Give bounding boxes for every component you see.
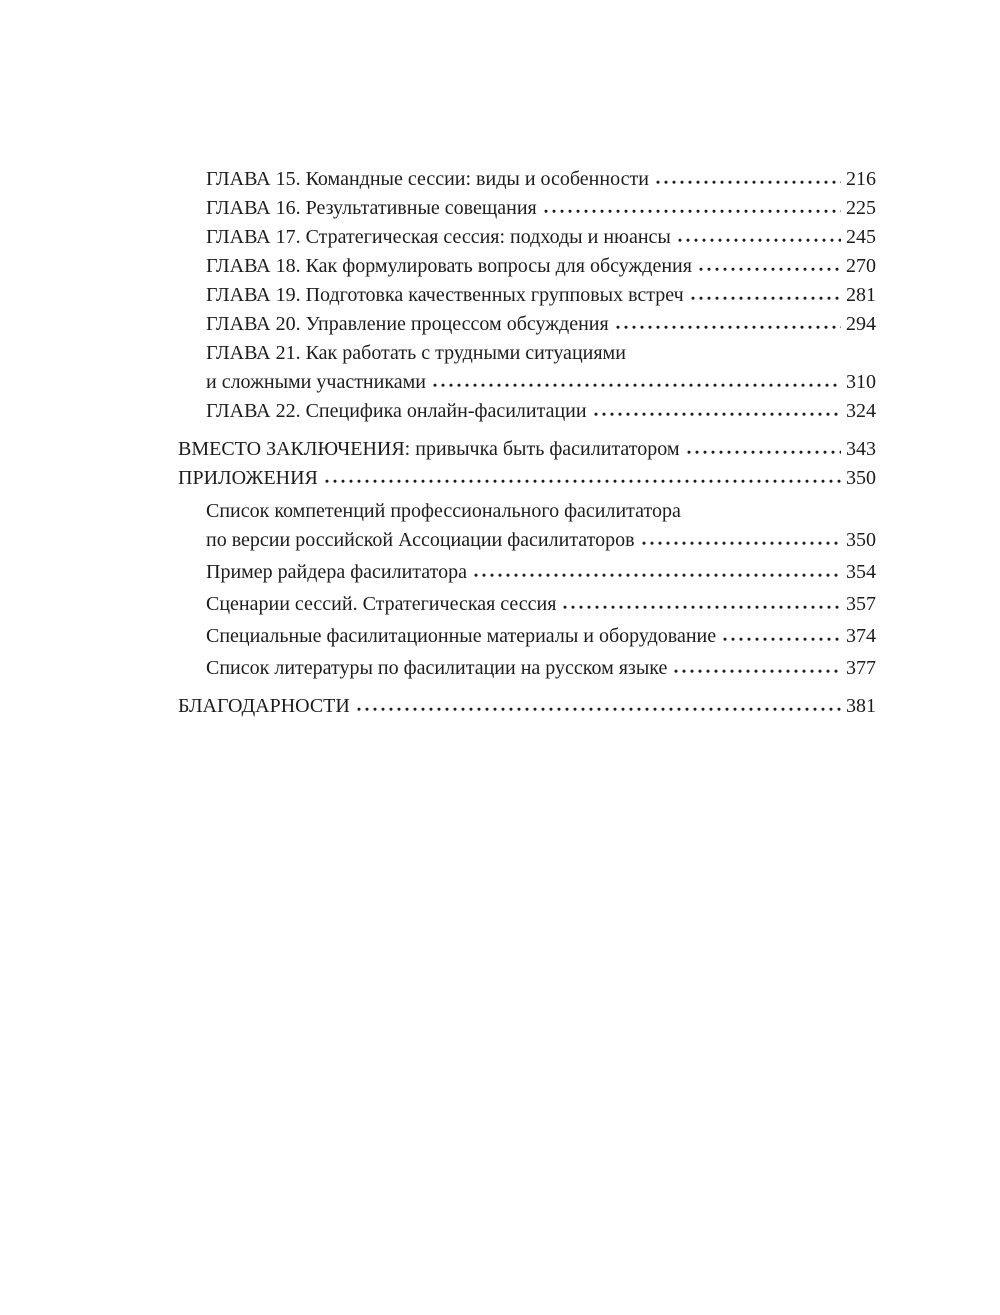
toc-entry-label: Пример райдера фасилитатора	[206, 561, 467, 583]
toc-entry-chapter-15	[178, 165, 876, 194]
toc-entry-label: Список литературы по фасилитации на русском языке	[206, 657, 668, 679]
toc-entry-label: БЛАГОДАРНОСТИ	[178, 695, 350, 717]
toc-entry-chapter-18	[178, 252, 876, 281]
toc-entry-label: по версии российской Ассоциации фасилитаторов	[206, 529, 635, 551]
page-number: 216	[846, 168, 876, 190]
dot-leader	[594, 412, 841, 417]
toc-entry-label: и сложными участниками	[206, 371, 426, 393]
toc-entry-label: Сценарии сессий. Стратегическая сессия	[206, 593, 557, 615]
page-number: 245	[846, 226, 876, 248]
toc-entry-chapter-19	[178, 281, 876, 310]
page-number: 294	[846, 313, 876, 335]
toc-entry-chapter-21-line-1	[178, 339, 876, 368]
page-number: 310	[846, 371, 876, 393]
dot-leader	[699, 267, 841, 272]
dot-leader	[544, 209, 841, 214]
dot-leader	[357, 707, 841, 712]
toc-entry-appendix-competencies-line-2	[178, 526, 876, 555]
toc-entry-chapter-16	[178, 194, 876, 223]
toc-entry-appendix-bibliography	[178, 654, 876, 683]
toc-entry-label: ГЛАВА 17. Стратегическая сессия: подходы и нюансы	[206, 226, 671, 248]
toc-entry-label: ГЛАВА 15. Командные сессии: виды и особенности	[206, 168, 649, 190]
toc-entry-conclusion	[178, 435, 876, 464]
dot-leader	[678, 238, 841, 243]
toc-entry-acknowledgements	[178, 692, 876, 721]
page-number: 374	[846, 625, 876, 647]
toc-entry-appendices	[178, 464, 876, 493]
toc-entry-label: ГЛАВА 21. Как работать с трудными ситуациями	[206, 342, 626, 364]
toc-entry-chapter-17	[178, 223, 876, 252]
page-number: 381	[846, 695, 876, 717]
dot-leader	[723, 637, 841, 642]
page-number: 225	[846, 197, 876, 219]
toc-entry-label: ГЛАВА 16. Результативные совещания	[206, 197, 537, 219]
dot-leader	[433, 383, 841, 388]
page-number: 357	[846, 593, 876, 615]
toc-entry-label: Список компетенций профессионального фасилитатора	[206, 500, 681, 522]
toc-entry-label: Специальные фасилитационные материалы и оборудование	[206, 625, 717, 647]
toc-entry-chapter-22	[178, 397, 876, 426]
toc-entry-label: ГЛАВА 19. Подготовка качественных групповых встреч	[206, 284, 684, 306]
toc-entry-chapter-21-line-2	[178, 368, 876, 397]
dot-leader	[674, 669, 841, 674]
dot-leader	[656, 180, 841, 185]
page-number: 281	[846, 284, 876, 306]
toc-entry-label: ГЛАВА 22. Специфика онлайн-фасилитации	[206, 400, 587, 422]
toc-entry-label: ПРИЛОЖЕНИЯ	[178, 467, 318, 489]
page-number: 350	[846, 529, 876, 551]
page-number: 350	[846, 467, 876, 489]
dot-leader	[616, 325, 841, 330]
toc-entry-chapter-20	[178, 310, 876, 339]
toc-entry-appendix-competencies-line-1	[178, 497, 876, 526]
page-number: 270	[846, 255, 876, 277]
toc-page	[178, 0, 876, 721]
toc-entry-label: ВМЕСТО ЗАКЛЮЧЕНИЯ: привычка быть фасилитатором	[178, 438, 680, 460]
toc-entry-appendix-rider	[178, 558, 876, 587]
toc-entry-appendix-scenarios	[178, 590, 876, 619]
dot-leader	[687, 450, 841, 455]
page-number: 354	[846, 561, 876, 583]
dot-leader	[325, 479, 841, 484]
page-number: 343	[846, 438, 876, 460]
dot-leader	[563, 605, 841, 610]
toc-entry-label: ГЛАВА 18. Как формулировать вопросы для обсуждения	[206, 255, 692, 277]
page-number: 324	[846, 400, 876, 422]
page-number: 377	[846, 657, 876, 679]
dot-leader	[474, 573, 841, 578]
dot-leader	[691, 296, 841, 301]
toc-entry-appendix-materials	[178, 622, 876, 651]
dot-leader	[642, 541, 841, 546]
table-of-contents	[178, 165, 876, 721]
toc-entry-label: ГЛАВА 20. Управление процессом обсуждения	[206, 313, 609, 335]
